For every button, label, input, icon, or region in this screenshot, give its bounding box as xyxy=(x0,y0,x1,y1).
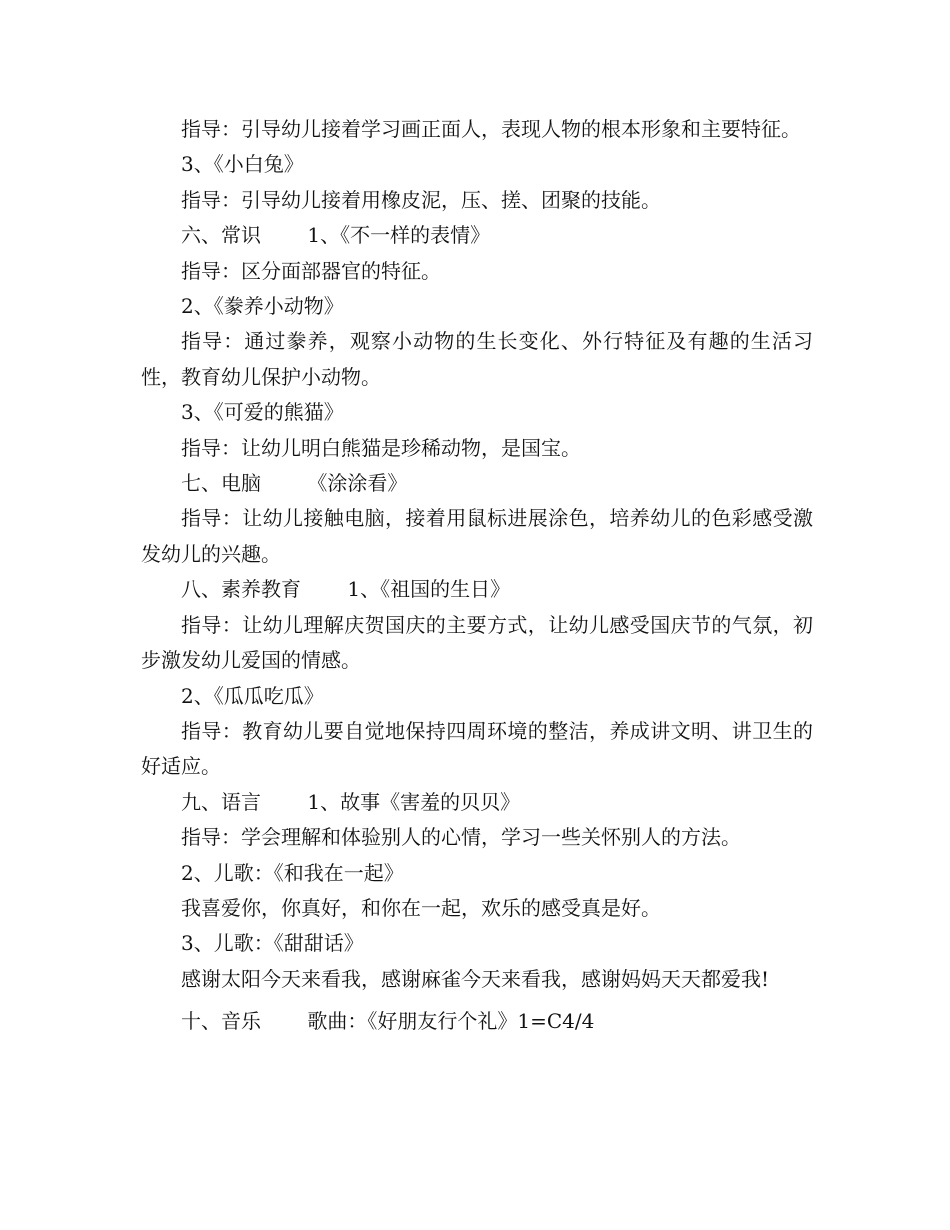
document-body xyxy=(141,112,813,1040)
paragraph-guidance-understand-feelings: 指导：学会理解和体验别人的心情，学习一些关怀别人的方法。 xyxy=(181,825,741,850)
paragraph-rhyme-text-sweet-words: 感谢太阳今天来看我，感谢麻雀今天来看我，感谢妈妈天天都爱我! xyxy=(181,966,770,991)
section-heading-quality-education: 八、素养教育 1、《祖国的生日》 xyxy=(181,577,511,602)
paragraph-item-little-white-rabbit: 3、《小白兔》 xyxy=(181,152,304,177)
paragraph-rhyme-text-together: 我喜爱你，你真好，和你在一起，欢乐的感受真是好。 xyxy=(181,895,661,920)
section-heading-common-sense: 六、常识 1、《不一样的表情》 xyxy=(181,223,491,248)
section-heading-computer: 七、电脑 《涂涂看》 xyxy=(181,471,408,496)
paragraph-item-nursery-rhyme-together: 2、儿歌：《和我在一起》 xyxy=(181,860,404,885)
paragraph-guidance-observe-animals: 指导：通过豢养，观察小动物的生长变化、外行特征及有趣的生活习性，教育幼儿保护小动物。 xyxy=(141,329,813,389)
paragraph-item-guagua-eats-melon: 2、《瓜瓜吃瓜》 xyxy=(181,683,324,708)
paragraph-item-raising-small-animals: 2、《豢养小动物》 xyxy=(181,294,344,319)
paragraph-guidance-panda-treasure: 指导：让幼儿明白熊猫是珍稀动物，是国宝。 xyxy=(181,435,581,460)
section-heading-music: 十、音乐 歌曲：《好朋友行个礼》1=C4/4 xyxy=(181,1009,595,1034)
paragraph-guidance-front-portrait: 指导：引导幼儿接着学习画正面人，表现人物的根本形象和主要特征。 xyxy=(181,117,801,141)
paragraph-guidance-clean-environment: 指导：教育幼儿要自觉地保持四周环境的整洁，养成讲文明、讲卫生的好适应。 xyxy=(141,718,813,779)
paragraph-item-nursery-rhyme-sweet-words: 3、儿歌：《甜甜话》 xyxy=(181,931,364,956)
paragraph-guidance-facial-organs: 指导：区分面部器官的特征。 xyxy=(181,258,441,283)
paragraph-guidance-national-day: 指导：让幼儿理解庆贺国庆的主要方式，让幼儿感受国庆节的气氛，初步激发幼儿爱国的情感。 xyxy=(141,612,813,673)
paragraph-guidance-mouse-coloring: 指导：让幼儿接触电脑，接着用鼠标进展涂色，培养幼儿的色彩感受激发幼儿的兴趣。 xyxy=(141,506,813,566)
paragraph-guidance-clay-skills: 指导：引导幼儿接着用橡皮泥，压、搓、团聚的技能。 xyxy=(181,187,661,212)
paragraph-item-cute-panda: 3、《可爱的熊猫》 xyxy=(181,400,344,425)
section-heading-language: 九、语言 1、故事《害羞的贝贝》 xyxy=(181,789,521,814)
